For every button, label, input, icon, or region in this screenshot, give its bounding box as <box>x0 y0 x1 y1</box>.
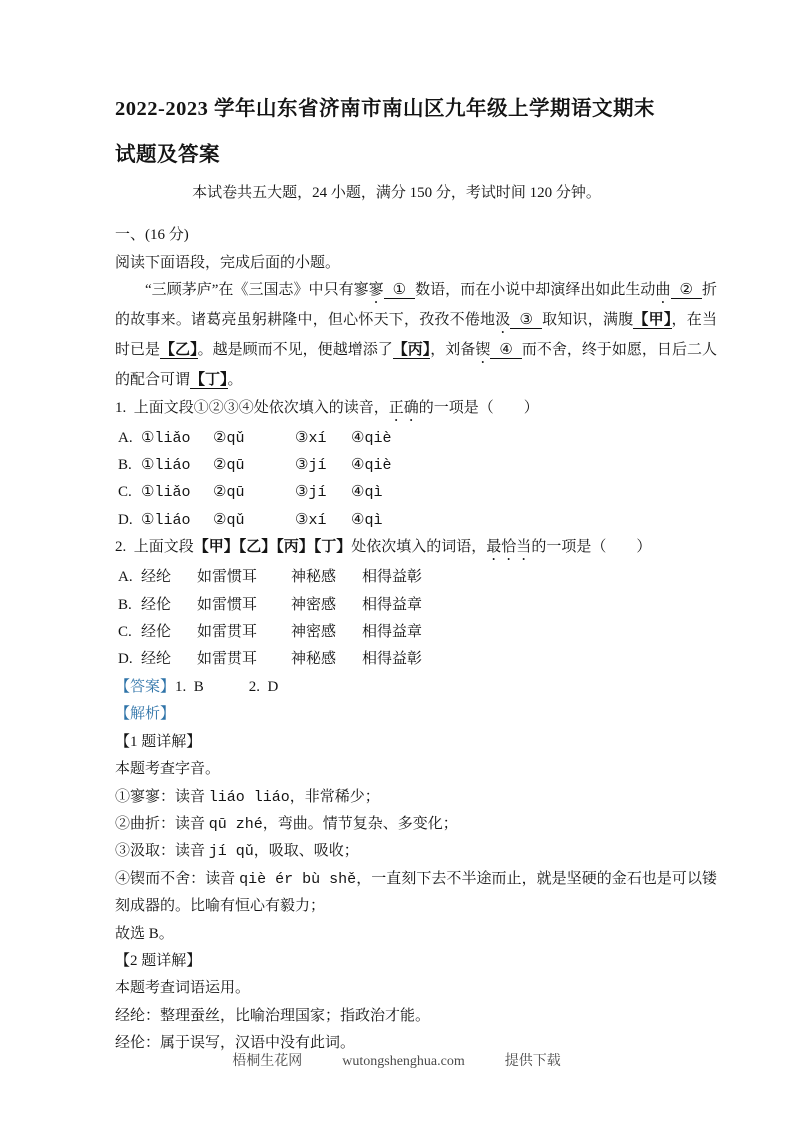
circled-number: ① <box>141 429 155 446</box>
option-letter: C. <box>118 484 132 501</box>
circled-number: ② <box>213 511 227 528</box>
question-2-text-end: 的一项是（ ） <box>531 539 652 556</box>
detail-1-intro: 本题考查字音。 <box>115 761 221 778</box>
pinyin-text: qì <box>364 484 383 502</box>
passage-emphasized-char: 锲 <box>475 342 491 359</box>
option-cell <box>295 425 351 452</box>
passage-bracket-term-jia: 【甲】 <box>633 312 672 329</box>
pinyin-text: xí <box>308 511 327 529</box>
item-text: ④锲而不舍：读音 <box>115 870 240 887</box>
detail-2-intro: 本题考查词语运用。 <box>115 980 251 997</box>
circled-number: ④ <box>351 457 365 474</box>
option-letter: B. <box>118 596 132 613</box>
question-2-text: 上面文段 <box>133 539 194 556</box>
option-letter: D. <box>118 651 133 668</box>
option-word: 如雷贯耳 <box>197 651 258 668</box>
option-cell <box>213 452 295 479</box>
option-word: 相得益彰 <box>362 651 423 668</box>
option-word: 经纶 <box>141 651 172 668</box>
pinyin-text: qǔ <box>226 429 245 447</box>
option-word: 相得益彰 <box>362 569 423 586</box>
pinyin-text: liáo <box>154 511 191 529</box>
option-cell <box>213 479 295 506</box>
title-line-1: 2022-2023 学年山东省济南市南山区九年级上学期语文期末 <box>115 98 655 120</box>
option-word: 相得益章 <box>362 596 423 613</box>
option-word: 相得益章 <box>362 624 423 641</box>
exam-info: 本试卷共五大题，24 小题，满分 150 分，考试时间 120 分钟。 <box>192 185 601 201</box>
option-letter: A. <box>118 569 133 586</box>
passage-segment: 。 <box>227 372 243 389</box>
circled-number: ③ <box>295 457 309 474</box>
passage-emphasized-char: 寥 <box>368 282 384 299</box>
pinyin-text: liáo <box>154 457 191 475</box>
circled-number: ④ <box>351 511 365 528</box>
question-2-bracket-terms: 【甲】【乙】【丙】【丁】 <box>193 539 352 556</box>
option-word: 如雷惯耳 <box>197 596 258 613</box>
question-1-number: 1. <box>115 399 127 416</box>
passage-bracket-term-ding: 【丁】 <box>190 372 228 389</box>
option-cell <box>141 507 213 534</box>
passage-segment: ，刘备 <box>430 342 476 359</box>
circled-number: ① <box>141 457 155 474</box>
footer <box>0 1051 793 1073</box>
q2-option-b <box>115 592 717 619</box>
pinyin-text: qǔ <box>226 511 245 529</box>
answer-q2: 2. D <box>248 678 279 695</box>
option-cell <box>351 457 391 473</box>
pinyin-text: liǎo <box>154 484 191 502</box>
pinyin-text: qū <box>226 457 245 475</box>
item-text: ，吸取、吸收； <box>253 843 359 860</box>
pinyin-text: qū zhé <box>208 815 263 833</box>
question-1-emphasis: 正确 <box>388 399 419 416</box>
q1-option-c <box>115 479 717 506</box>
item-text: ③汲取：读音 <box>115 843 209 860</box>
title-line-2: 试题及答案 <box>115 144 220 166</box>
circled-number: ① <box>141 484 155 501</box>
option-word: 经伦 <box>141 624 172 641</box>
passage-segment: 数语，而在小说中却演绎出如此生动 <box>415 282 656 299</box>
passage-blank-2: ② <box>671 282 702 299</box>
circled-number: ② <box>213 484 227 501</box>
pinyin-text: qiè <box>364 457 392 475</box>
circled-number: ④ <box>351 429 365 446</box>
intro-text: 阅读下面语段，完成后面的小题。 <box>115 254 341 271</box>
option-word: 经纶 <box>141 569 172 586</box>
detail-1-item-3 <box>115 838 717 865</box>
option-cell <box>141 425 213 452</box>
circled-number: ④ <box>351 484 365 501</box>
pinyin-text: xí <box>308 429 327 447</box>
passage-blank-3: ③ <box>510 312 542 329</box>
passage-blank-1: ① <box>384 282 415 299</box>
pinyin-text: qiè ér bù shě <box>239 870 357 888</box>
option-word: 如雷惯耳 <box>197 569 258 586</box>
option-cell <box>141 452 213 479</box>
q2-option-a <box>115 564 717 591</box>
option-cell <box>213 507 295 534</box>
answer-line <box>115 674 717 701</box>
option-word: 如雷贯耳 <box>197 624 258 641</box>
pinyin-text: qì <box>364 511 383 529</box>
question-1-text: 上面文段①②③④处依次填入的读音， <box>133 399 389 416</box>
item-text: ，弯曲。情节复杂、多变化； <box>262 815 458 832</box>
document-body <box>115 222 717 1057</box>
option-letter: A. <box>118 429 133 446</box>
passage-segment: ，在当时已是 <box>115 312 717 359</box>
question-2-stem <box>115 534 717 564</box>
detail-1-item-1 <box>115 784 717 811</box>
passage-segment: 取知识，满腹 <box>542 312 634 329</box>
passage-bracket-term-yi: 【乙】 <box>160 342 198 359</box>
circled-number: ③ <box>295 511 309 528</box>
footer-site-name: 梧桐生花网 <box>232 1054 303 1069</box>
passage-blank-4: ④ <box>490 342 521 359</box>
circled-number: ① <box>141 511 155 528</box>
detail-1-conclusion: 故选 B。 <box>115 925 174 942</box>
item-text: ①寥寥：读音 <box>115 788 209 805</box>
item-text: ②曲折：读音 <box>115 815 209 832</box>
circled-number: ② <box>213 457 227 474</box>
passage-bracket-term-bing: 【丙】 <box>392 342 431 359</box>
detail-2-line-2: 经伦：属于误写，汉语中没有此词。 <box>115 1035 356 1052</box>
pinyin-text: liáo liáo <box>208 788 290 806</box>
passage-emphasized-char: 汲 <box>495 312 511 329</box>
option-cell <box>351 484 382 500</box>
pinyin-text: jí <box>308 457 327 475</box>
option-letter: C. <box>118 624 132 641</box>
q2-option-d <box>115 646 717 673</box>
detail-1-item-4 <box>115 866 717 921</box>
question-2-emphasis: 最恰当 <box>486 539 532 556</box>
detail-2-header: 【2 题详解】 <box>115 952 202 969</box>
option-cell <box>351 512 382 528</box>
pinyin-text: liǎo <box>154 429 191 447</box>
question-1-text-end: 的一项是（ ） <box>418 399 539 416</box>
option-word: 神密感 <box>291 596 337 613</box>
pinyin-text: jí qǔ <box>208 843 254 861</box>
footer-download-note: 提供下载 <box>504 1054 561 1069</box>
passage-segment: 。越是顾而不见，便越增添了 <box>197 342 393 359</box>
circled-number: ③ <box>295 484 309 501</box>
question-2-text-mid: 处依次填入的词语， <box>351 539 487 556</box>
circled-number: ② <box>213 429 227 446</box>
answer-q1: 1. B <box>175 678 204 695</box>
passage-segment: “三顾茅庐”在《三国志》中只有寥 <box>145 282 369 299</box>
pinyin-text: qiè <box>364 429 392 447</box>
analysis-label: 【解析】 <box>115 706 176 723</box>
option-word: 神秘感 <box>291 569 337 586</box>
passage-segment: 折的故事来。诸葛亮虽躬耕隆中，但心怀天下，孜孜不倦地 <box>115 282 717 329</box>
q2-option-c <box>115 619 717 646</box>
passage-emphasized-char: 曲 <box>655 282 671 299</box>
option-cell <box>141 479 213 506</box>
pinyin-text: qū <box>226 484 245 502</box>
q1-option-d <box>115 507 717 534</box>
item-text: ，非常稀少； <box>289 788 380 805</box>
option-cell <box>295 452 351 479</box>
option-cell <box>295 507 351 534</box>
circled-number: ③ <box>295 429 309 446</box>
footer-site-domain: wutongshenghua.com <box>342 1054 465 1069</box>
option-cell <box>351 430 391 446</box>
question-1-stem <box>115 395 717 425</box>
option-cell <box>295 479 351 506</box>
option-word: 神密感 <box>291 624 337 641</box>
answer-label: 【答案】 <box>115 678 176 695</box>
detail-2-line-1: 经纶：整理蚕丝，比喻治理国家；指政治才能。 <box>115 1007 431 1024</box>
option-letter: B. <box>118 457 132 474</box>
passage-segment: 而不舍，终于如愿，日后二人的配合可谓 <box>115 342 717 389</box>
option-letter: D. <box>118 511 133 528</box>
detail-1-item-2 <box>115 811 717 838</box>
option-cell <box>213 425 295 452</box>
section-heading: 一、(16 分) <box>115 227 189 244</box>
q1-option-a <box>115 425 717 452</box>
detail-1-header: 【1 题详解】 <box>115 733 202 750</box>
item-text: ，一直刻下去不半途而止，就是坚硬的金石也是可以镂刻成器的。比喻有恒心有毅力； <box>115 870 717 915</box>
option-word: 神秘感 <box>291 651 337 668</box>
pinyin-text: jí <box>308 484 327 502</box>
passage-paragraph <box>115 277 717 394</box>
q1-option-b <box>115 452 717 479</box>
document-title <box>115 86 717 178</box>
option-word: 经伦 <box>141 596 172 613</box>
question-2-number: 2. <box>115 539 127 556</box>
